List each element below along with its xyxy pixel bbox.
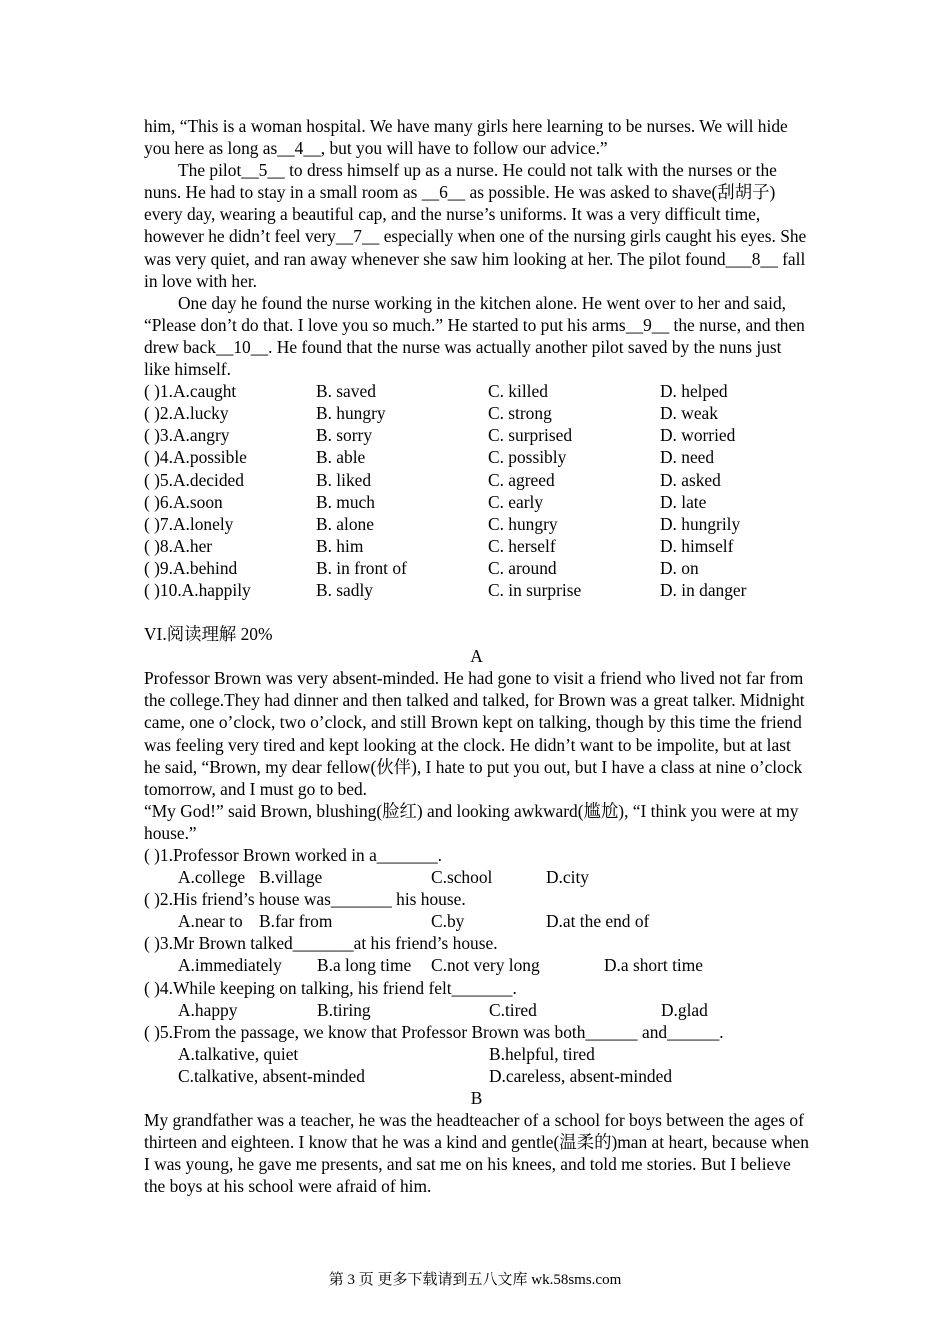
- cloze-question: ( )7.A.lonely B. alone C. hungry D. hungrily: [144, 513, 741, 534]
- reading-question-2: ( )2.His friend’s house was_______ his house.: [144, 889, 466, 910]
- cloze-question: ( )10.A.happily B. sadly C. in surprise D. in danger: [144, 579, 747, 600]
- question-1-options: A.college B.village C.school D.city: [178, 867, 589, 888]
- cloze-question-list: [144, 380, 809, 601]
- section-heading: VI.阅读理解 20%: [144, 624, 273, 645]
- question-2-options: A.near to B.far from C.by D.at the end of: [178, 911, 650, 932]
- reading-question-1: ( )1.Professor Brown worked in a_______.: [144, 845, 443, 865]
- cloze-question: ( )1.A.caught B. saved C. killed D. helped: [144, 381, 728, 402]
- passage-a-paragraph-2: “My God!” said Brown, blushing(脸红) and looking awkward(尴尬), “I think you were at my house.”: [144, 800, 799, 843]
- cloze-question: ( )6.A.soon B. much C. early D. late: [144, 491, 707, 512]
- reading-question-3: ( )3.Mr Brown talked_______at his friend’s house.: [144, 933, 498, 954]
- cloze-paragraph-3: One day he found the nurse working in the kitchen alone. He went over to her and said, “Please don’t do that. I love you so much.” He started to put his arms__9__ the nurse, and then drew back__10__. He found that the nurse was actually another pilot saved by the nuns just like himself.: [144, 292, 805, 380]
- passage-a-paragraph-1: Professor Brown was very absent-minded. He had gone to visit a friend who lived not far from the college.They had dinner and then talked and talked, for Brown was a great talker. Midnight came, one o’clock, two o’clock, and still Brown kept on talking, though by this time the friend was feeling very tired and kept looking at the clock. He didn’t want to be impolite, but at last he said, “Brown, my dear fellow(伙伴), I hate to put you out, but I have a class at nine o’clock tomorrow, and I must go to bed.: [144, 668, 805, 799]
- question-4-options: A.happy B.tiring C.tired D.glad: [178, 999, 708, 1020]
- question-5-options: A.talkative, quiet B.helpful, tired C.talkative, absent-minded D.careless, absent-minded: [178, 1043, 673, 1086]
- cloze-question: ( )3.A.angry B. sorry C. surprised D. worried: [144, 425, 736, 446]
- cloze-question: ( )2.A.lucky B. hungry C. strong D. weak: [144, 403, 718, 424]
- reading-question-5: ( )5.From the passage, we know that Professor Brown was both______ and______.: [144, 1021, 724, 1042]
- question-3-options: A.immediately B.a long time C.not very long D.a short time: [178, 955, 704, 976]
- passage-b-label: B: [470, 1088, 483, 1109]
- cloze-question: ( )4.A.possible B. able C. possibly D. need: [144, 447, 715, 468]
- cloze-question: ( )5.A.decided B. liked C. agreed D. asked: [144, 469, 721, 490]
- document-page: [144, 115, 809, 1198]
- cloze-paragraph-2: The pilot__5__ to dress himself up as a nurse. He could not talk with the nurses or the nuns. He had to stay in a small room as __6__ as possible. He was asked to shave(刮胡子) every day, wearing a beautiful cap, and the nurse’s uniforms. It was a very difficult time, however he didn’t feel very__7__ especially when one of the nursing girls caught his eyes. She was very quiet, and ran away whenever she saw him looking at her. The pilot found___8__ fall in love with her.: [144, 160, 807, 291]
- passage-a-label: A: [470, 646, 483, 667]
- cloze-paragraph-1: him, “This is a woman hospital. We have many girls here learning to be nurses. We will hide you here as long as__4__, but you will have to follow our advice.”: [144, 116, 788, 159]
- cloze-question: ( )8.A.her B. him C. herself D. himself: [144, 535, 734, 556]
- cloze-question: ( )9.A.behind B. in front of C. around D. on: [144, 557, 699, 578]
- passage-b-paragraph-1: My grandfather was a teacher, he was the headteacher of a school for boys between the ages of thirteen and eighteen. I know that he was a kind and gentle(温柔的)man at heart, because when I was young, he gave me presents, and sat me on his knees, and told me stories. But I believe the boys at his school were afraid of him.: [144, 1110, 809, 1197]
- reading-question-4: ( )4.While keeping on talking, his friend felt_______.: [144, 977, 517, 998]
- page-footer: 第 3 页 更多下载请到五八文库 wk.58sms.com: [328, 1272, 622, 1288]
